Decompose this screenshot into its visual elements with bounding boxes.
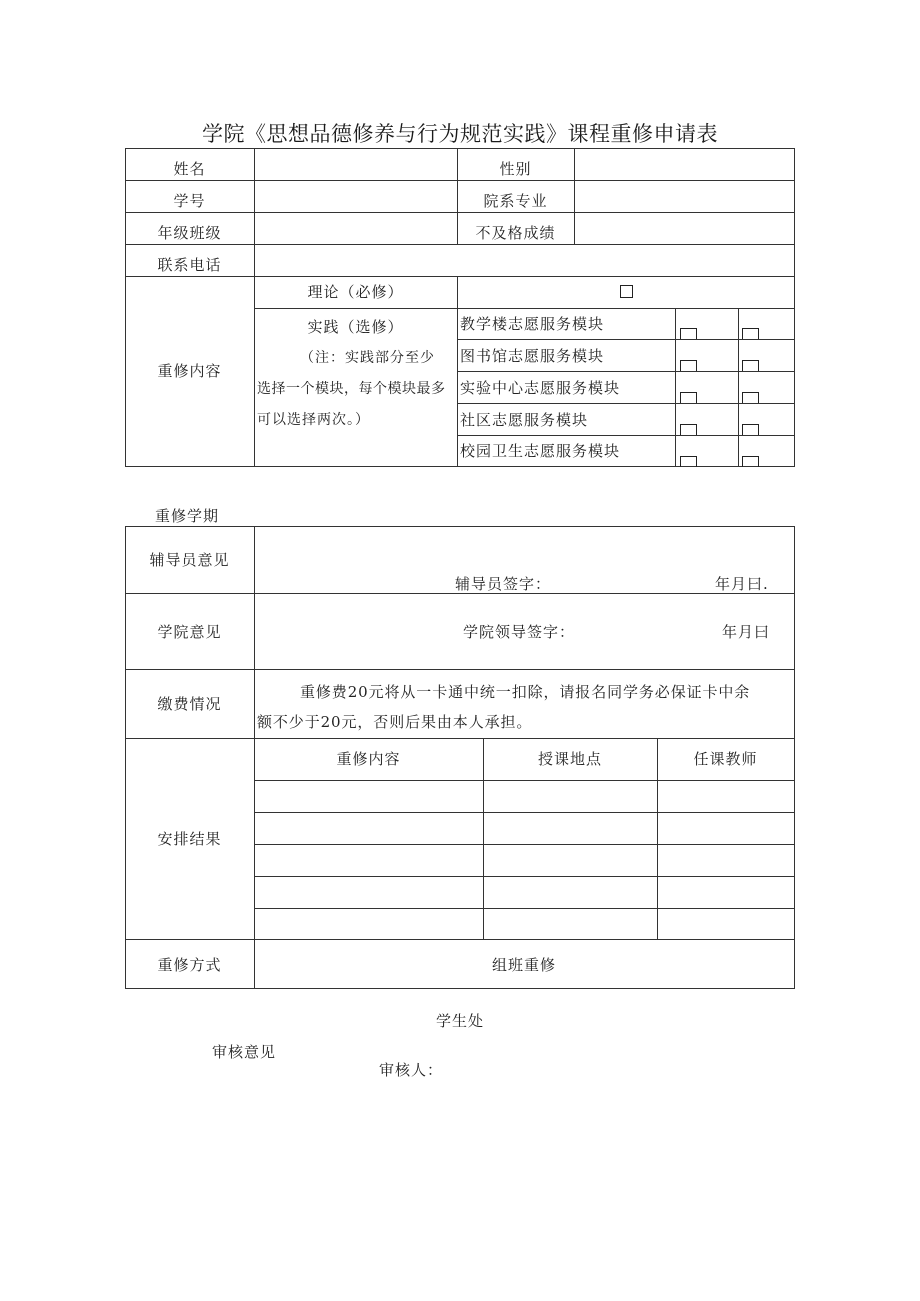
fee-label: 缴费情况 [157,695,222,713]
gender-label: 性别 [499,160,532,178]
student-id-field[interactable] [256,182,456,211]
review-opinion-label: 审核意见 [212,1043,277,1061]
phone-field[interactable] [256,246,793,275]
module-label: 校园卫生志愿服务模块 [460,442,621,460]
counselor-opinion-label: 辅导员意见 [149,551,230,569]
module-checkbox[interactable] [742,360,759,371]
college-opinion-label: 学院意见 [157,623,222,641]
module-checkbox[interactable] [680,328,697,339]
college-date-label: 年月曰 [722,623,771,641]
module-label: 社区志愿服务模块 [460,411,589,429]
module-checkbox[interactable] [742,328,759,339]
practice-note-line: 选择一个模块，每个模块最多 [257,381,446,397]
module-label: 教学楼志愿服务模块 [460,315,605,333]
failed-score-label: 不及格成绩 [475,224,556,242]
module-checkbox[interactable] [680,392,697,403]
college-sign-label: 学院领导签字： [463,623,576,641]
module-checkbox[interactable] [680,456,697,467]
form-title: 学院《思想品德修养与行为规范实践》课程重修申请表 [202,122,718,146]
grade-label: 年级班级 [157,224,222,242]
method-value: 组班重修 [491,956,556,974]
semester-label: 重修学期 [155,507,220,525]
practice-note-line: 可以选择两次。） [257,412,370,428]
dept-label: 院系专业 [483,192,548,210]
module-checkbox[interactable] [742,392,759,403]
counselor-opinion-field[interactable] [256,528,793,568]
module-label: 图书馆志愿服务模块 [460,347,605,365]
fee-text-line: 重修费20元将从一卡通中统一扣除，请报名同学务必保证卡中余 [300,683,751,701]
counselor-sign-label: 辅导员签字： [455,575,552,593]
arrangement-header: 重修内容 [336,750,401,768]
reviewer-label: 审核人： [379,1061,444,1079]
phone-label: 联系电话 [157,256,222,274]
practice-note-line: （注：实践部分至少 [300,350,435,366]
gender-field[interactable] [576,150,793,179]
theory-checkbox[interactable] [620,285,633,298]
method-label: 重修方式 [157,956,222,974]
office-label: 学生处 [436,1012,485,1030]
module-checkbox[interactable] [742,456,759,467]
practice-label: 实践（选修） [307,318,404,336]
module-checkbox[interactable] [680,360,697,371]
name-field[interactable] [256,150,456,179]
student-id-label: 学号 [173,192,206,210]
module-checkbox[interactable] [680,424,697,435]
arrangement-header: 授课地点 [537,750,602,768]
fee-text-line: 额不少于20元，否则后果由本人承担。 [257,713,533,731]
arrangement-header: 任课教师 [693,750,758,768]
dept-field[interactable] [576,182,793,211]
arrangement-label: 安排结果 [157,830,222,848]
grade-field[interactable] [256,214,456,243]
module-label: 实验中心志愿服务模块 [460,379,621,397]
counselor-date-label: 年月曰. [715,575,769,593]
module-checkbox[interactable] [742,424,759,435]
name-label: 姓名 [173,160,206,178]
theory-label: 理论（必修） [307,283,404,301]
failed-score-field[interactable] [576,214,793,243]
retake-content-label: 重修内容 [157,362,222,380]
